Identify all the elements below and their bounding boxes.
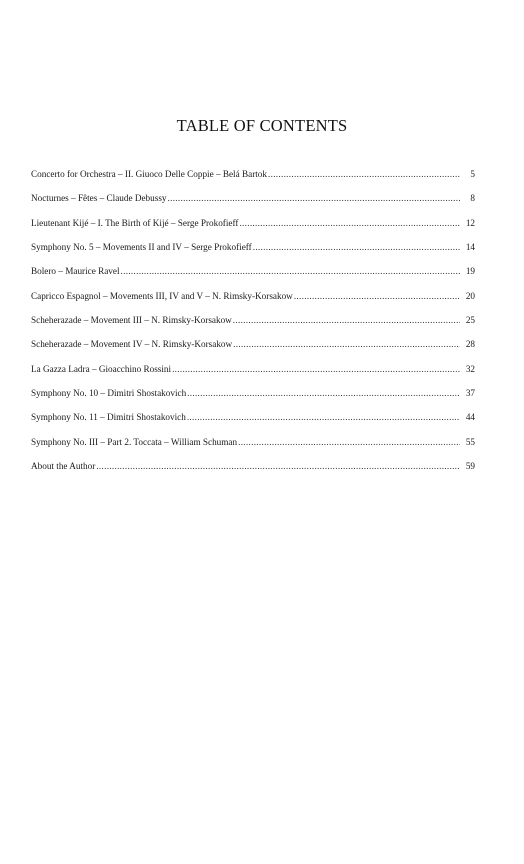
toc-entry-title: Symphony No. 5 – Movements II and IV – Serge Prokofieff [31, 242, 252, 253]
toc-entry-page-number: 44 [465, 412, 475, 423]
toc-entry-page-number: 32 [465, 363, 475, 374]
dot-leader [96, 460, 460, 472]
toc-entry [31, 436, 475, 460]
toc-entry [31, 168, 475, 192]
toc-entry-title: Bolero – Maurice Ravel [31, 266, 120, 277]
toc-entry-page-number: 25 [465, 315, 475, 326]
toc-entry-title: Capricco Espagnol – Movements III, IV and V – N. Rimsky-Korsakow [31, 290, 293, 301]
toc-entry [31, 265, 475, 289]
toc-entry-title: Symphony No. 10 – Dimitri Shostakovich [31, 388, 187, 399]
toc-entry-page-number: 20 [465, 290, 475, 301]
toc-entry [31, 411, 475, 435]
dot-leader [121, 265, 460, 277]
dot-leader [268, 168, 460, 180]
toc-entry [31, 241, 475, 265]
dot-leader [172, 363, 460, 375]
dot-leader [233, 314, 460, 326]
toc-entry [31, 363, 475, 387]
dot-leader [294, 290, 460, 302]
toc-entry-title: La Gazza Ladra – Gioacchino Rossini [31, 363, 172, 374]
toc-entry-page-number: 59 [465, 461, 475, 472]
toc-entry-page-number: 5 [470, 169, 475, 179]
table-of-contents [31, 168, 475, 484]
dot-leader [187, 411, 460, 423]
toc-entry-title: Scheherazade – Movement III – N. Rimsky-Korsakow [31, 315, 232, 326]
toc-entry-page-number: 19 [465, 266, 475, 277]
toc-entry-page-number: 28 [465, 339, 475, 350]
toc-entry [31, 217, 475, 241]
dot-leader [239, 217, 460, 229]
toc-entry-page-number: 8 [470, 193, 475, 204]
toc-entry-title: Symphony No. III – Part 2. Toccata – William Schuman [31, 436, 238, 447]
dot-leader [187, 387, 460, 399]
toc-entry-page-number: 55 [465, 436, 475, 447]
dot-leader [168, 192, 461, 204]
toc-entry-title: Concerto for Orchestra – II. Giuoco Delle Coppie – Belá Bartok [31, 169, 267, 179]
toc-entry-title: Lieutenant Kijé – I. The Birth of Kijé – Serge Prokofieff [31, 217, 239, 228]
toc-entry-title: About the Author [31, 461, 96, 472]
toc-entry [31, 192, 475, 216]
toc-entry [31, 460, 475, 484]
toc-entry-page-number: 12 [465, 217, 475, 228]
toc-entry-title: Symphony No. 11 – Dimitri Shostakovich [31, 412, 186, 423]
dot-leader [238, 436, 460, 448]
toc-entry [31, 338, 475, 362]
toc-entry [31, 314, 475, 338]
toc-entry [31, 290, 475, 314]
dot-leader [253, 241, 460, 253]
toc-entry-page-number: 14 [465, 242, 475, 253]
toc-entry [31, 387, 475, 411]
page-title: TABLE OF CONTENTS [176, 116, 348, 135]
toc-entry-page-number: 37 [465, 388, 475, 399]
toc-entry-title: Nocturnes – Fêtes – Claude Debussy [31, 193, 167, 204]
toc-entry-title: Scheherazade – Movement IV – N. Rimsky-Korsakow [31, 339, 233, 350]
dot-leader [233, 338, 460, 350]
